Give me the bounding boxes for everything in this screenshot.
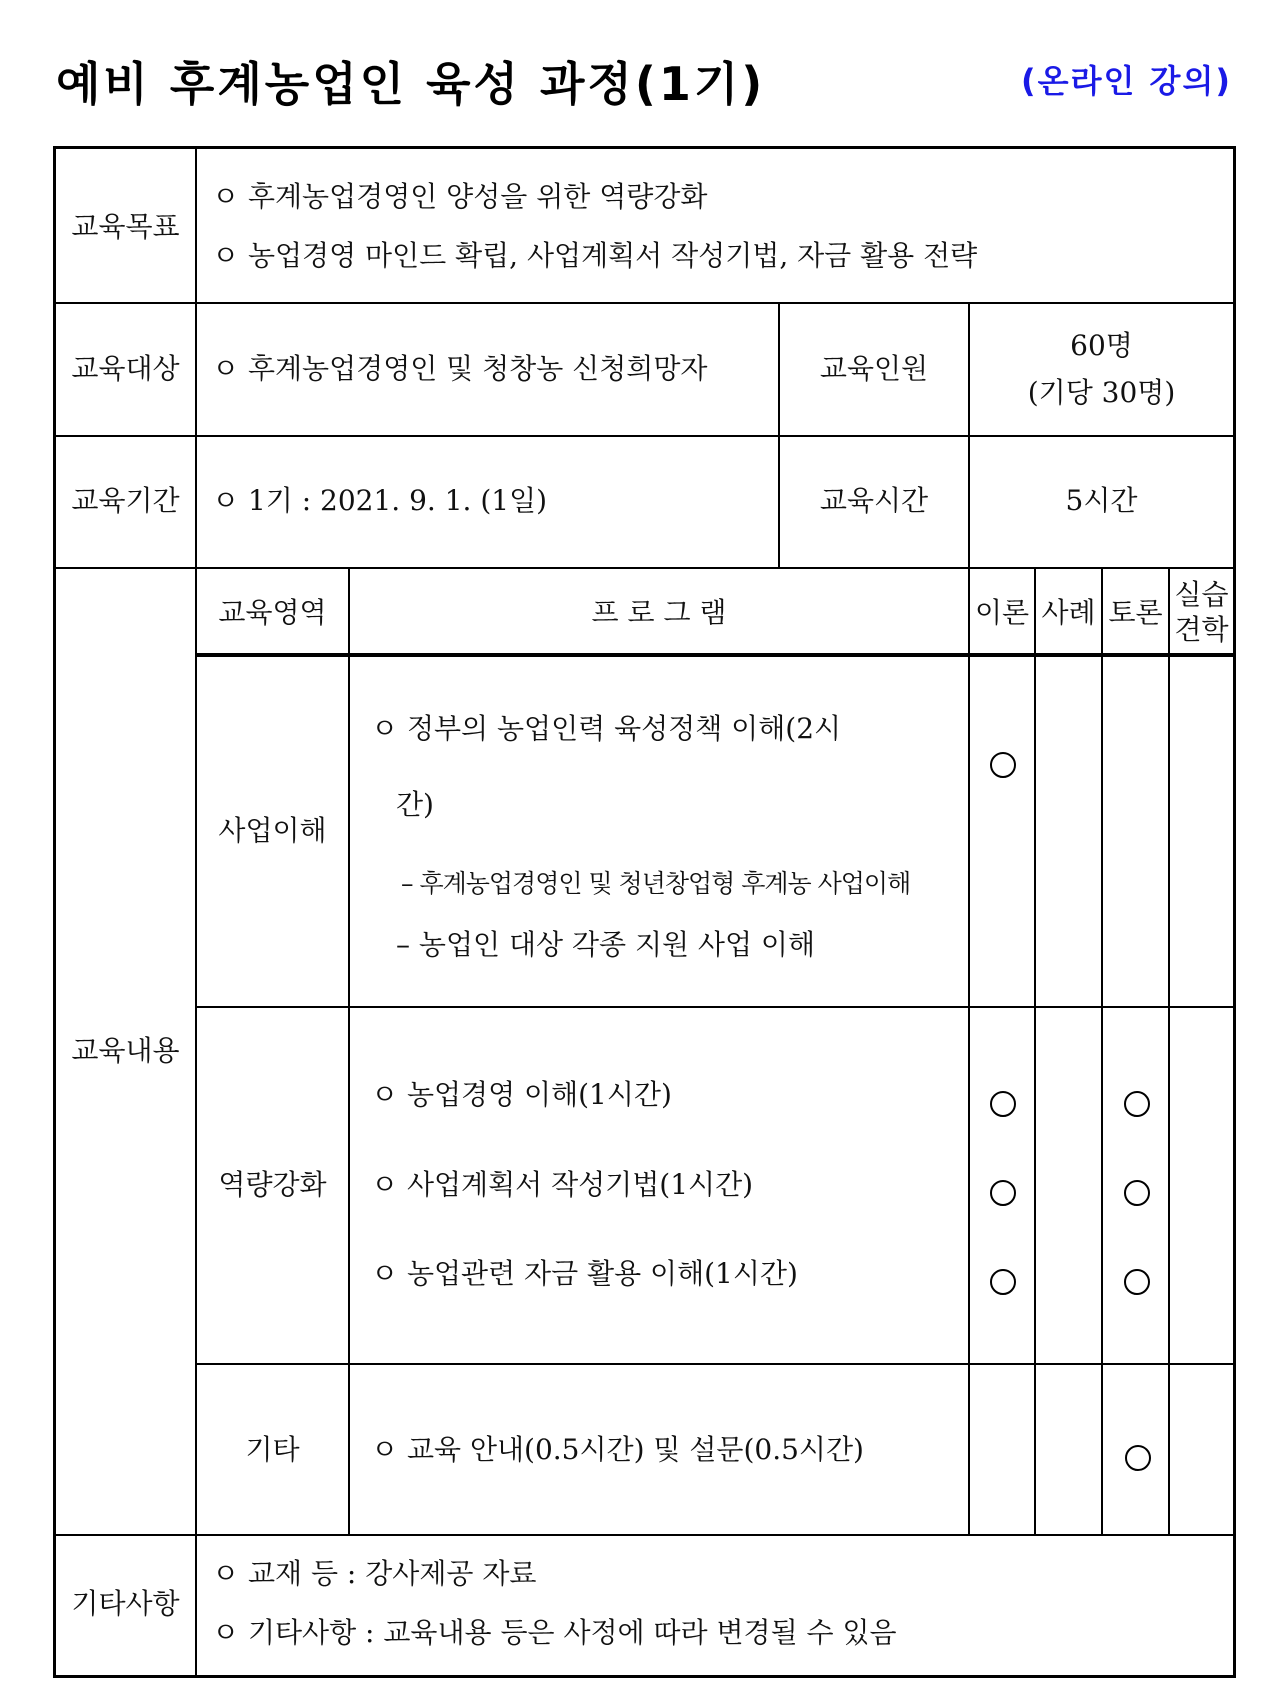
divider (56, 1534, 1233, 1536)
program-subitem: – 후계농업경영인 및 청년창업형 후계농 사업이해 (401, 869, 911, 898)
check-mark-theory (990, 1269, 1016, 1295)
hours-value: 5시간 (1065, 484, 1138, 517)
column-header-case: 사례 (1041, 596, 1096, 629)
program-subitem: – 농업인 대상 각종 지원 사업 이해 (396, 928, 816, 961)
check-mark-theory (990, 1180, 1016, 1206)
check-mark-discussion (1124, 1180, 1150, 1206)
section-area: 사업이해 (218, 814, 327, 847)
column-header-area: 교육영역 (218, 596, 327, 629)
divider (56, 435, 1233, 437)
online-lecture-tag: (온라인 강의) (1021, 62, 1232, 100)
divider (197, 1363, 1233, 1365)
content-label: 교육내용 (71, 1034, 180, 1067)
program-item: ㅇ 정부의 농업인력 육성정책 이해(2시 (371, 712, 842, 745)
objective-label: 교육목표 (71, 210, 180, 243)
divider (197, 653, 1233, 657)
column-header-tour: 견학 (1174, 613, 1229, 646)
check-mark-discussion (1124, 1269, 1150, 1295)
program-item: ㅇ 교육 안내(0.5시간) 및 설문(0.5시간) (371, 1433, 864, 1466)
notes-item: ㅇ 교재 등 : 강사제공 자료 (212, 1557, 537, 1590)
section-area: 기타 (245, 1433, 300, 1466)
objective-item: ㅇ 후계농업경영인 양성을 위한 역량강화 (212, 180, 708, 213)
notes-item: ㅇ 기타사항 : 교육내용 등은 사정에 따라 변경될 수 있음 (212, 1616, 897, 1649)
column-header-theory: 이론 (974, 596, 1030, 629)
headcount-value: 60명 (1070, 329, 1133, 362)
divider (348, 569, 350, 1535)
target-value: ㅇ 후계농업경영인 및 청창농 신청희망자 (212, 352, 708, 385)
check-mark-theory (990, 1091, 1016, 1117)
divider (1168, 569, 1170, 1535)
program-item: ㅇ 농업관련 자금 활용 이해(1시간) (371, 1257, 798, 1290)
section-area: 역량강화 (218, 1168, 327, 1201)
course-table (53, 146, 1236, 1678)
headcount-per-cohort: (기당 30명) (1027, 376, 1176, 409)
headcount-label: 교육인원 (819, 352, 929, 385)
program-item: 간) (396, 788, 434, 821)
page-title: 예비 후계농업인 육성 과정(1기) (56, 57, 766, 111)
notes-label: 기타사항 (71, 1587, 180, 1620)
divider (778, 302, 780, 568)
check-mark-discussion (1124, 1091, 1150, 1117)
objective-item: ㅇ 농업경영 마인드 확립, 사업계획서 작성기법, 자금 활용 전략 (212, 239, 978, 272)
divider (197, 1006, 1233, 1008)
program-item: ㅇ 농업경영 이해(1시간) (371, 1078, 672, 1111)
check-mark-discussion (1125, 1445, 1151, 1471)
period-value: ㅇ 1기 : 2021. 9. 1. (1일) (212, 484, 548, 517)
column-header-practice: 실습 (1174, 578, 1229, 611)
column-header-program: 프 로 그 램 (591, 596, 727, 629)
hours-label: 교육시간 (819, 484, 929, 517)
period-label: 교육기간 (71, 484, 180, 517)
divider (968, 569, 970, 1535)
divider (56, 302, 1233, 304)
check-mark-theory (990, 752, 1016, 778)
divider (1034, 569, 1036, 1535)
target-label: 교육대상 (71, 352, 180, 385)
program-item: ㅇ 사업계획서 작성기법(1시간) (371, 1168, 754, 1201)
divider (1101, 569, 1103, 1535)
column-header-discussion: 토론 (1108, 596, 1163, 629)
divider (56, 567, 1233, 569)
